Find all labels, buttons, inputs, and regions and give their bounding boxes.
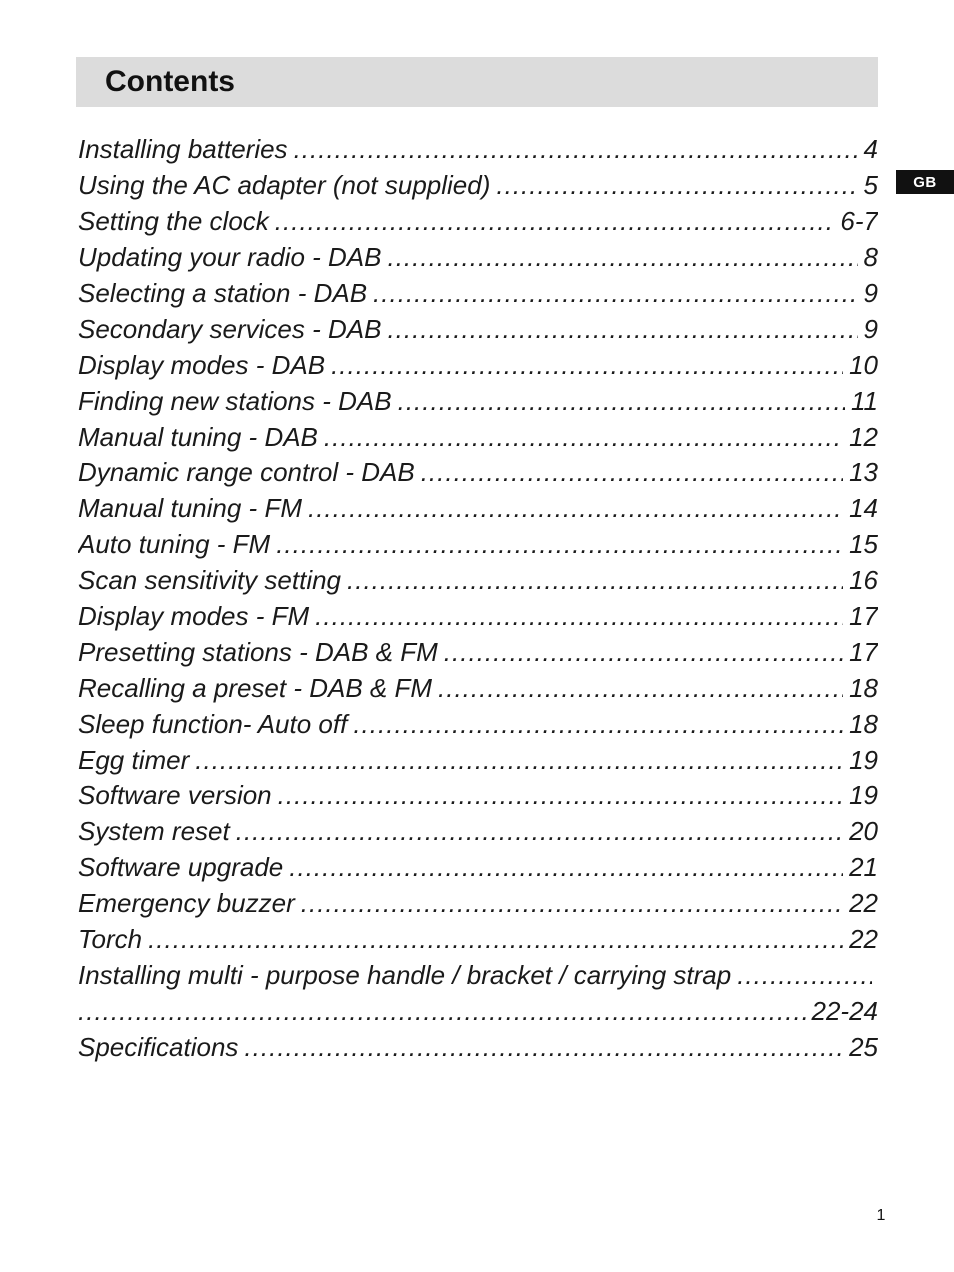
toc-entry[interactable] — [78, 742, 878, 778]
toc-entry[interactable] — [78, 563, 878, 599]
toc-entry-page: 10 — [849, 349, 878, 380]
toc-entry-continuation[interactable] — [78, 993, 878, 1029]
toc-entry-title: Egg timer — [78, 744, 190, 775]
toc-entry-page: 13 — [849, 457, 878, 488]
toc-entry-page: 18 — [849, 708, 878, 739]
toc-leader-dots — [278, 780, 843, 811]
toc-entry-page: 4 — [863, 134, 878, 165]
toc-entry[interactable] — [78, 383, 878, 419]
toc-entry[interactable] — [78, 670, 878, 706]
toc-entry[interactable] — [78, 276, 878, 312]
toc-entry-page: 12 — [849, 421, 878, 452]
toc-leader-dots — [289, 852, 843, 883]
toc-entry-title: Display modes - DAB — [78, 349, 326, 380]
toc-leader-dots — [78, 996, 806, 1027]
table-of-contents — [78, 132, 878, 1065]
toc-leader-dots — [148, 924, 843, 955]
toc-leader-dots — [244, 1032, 843, 1063]
toc-leader-dots — [387, 242, 857, 273]
toc-entry[interactable] — [78, 419, 878, 455]
toc-entry-page: 21 — [849, 852, 878, 883]
toc-entry-page: 20 — [849, 816, 878, 847]
toc-entry-title: Software upgrade — [78, 852, 284, 883]
toc-entry-title: Software version — [78, 780, 272, 811]
toc-entry[interactable] — [78, 957, 878, 993]
toc-entry-page: 22-24 — [811, 995, 878, 1026]
toc-entry-page: 5 — [863, 170, 878, 201]
toc-leader-dots — [444, 637, 843, 668]
toc-entry-page: 16 — [849, 565, 878, 596]
toc-leader-dots — [353, 709, 843, 740]
toc-entry[interactable] — [78, 814, 878, 850]
toc-entry-page: 14 — [849, 493, 878, 524]
contents-header-bar — [76, 57, 878, 107]
toc-leader-dots — [496, 170, 857, 201]
toc-entry[interactable] — [78, 491, 878, 527]
toc-leader-dots — [421, 457, 843, 488]
toc-entry-title: Installing batteries — [78, 134, 288, 165]
toc-entry-page: 9 — [863, 313, 878, 344]
toc-leader-dots — [308, 493, 843, 524]
toc-entry-title: Selecting a station - DAB — [78, 278, 368, 308]
toc-entry-title: Scan sensitivity setting — [78, 565, 342, 596]
toc-entry[interactable] — [78, 204, 878, 240]
toc-entry-title: Display modes - FM — [78, 601, 310, 632]
toc-entry-page: 8 — [863, 242, 878, 273]
toc-entry-title: Emergency buzzer — [78, 888, 295, 919]
toc-leader-dots — [331, 350, 843, 381]
page-number: 1 — [876, 1207, 886, 1224]
toc-leader-dots — [737, 960, 872, 991]
toc-entry-title: Manual tuning - FM — [78, 493, 302, 524]
toc-entry-title: Recalling a preset - DAB & FM — [78, 672, 433, 703]
toc-entry-title: System reset — [78, 816, 230, 847]
language-tab — [896, 170, 954, 194]
toc-entry-page: 6-7 — [840, 206, 878, 237]
toc-entry[interactable] — [78, 778, 878, 814]
toc-entry-title: Updating your radio - DAB — [78, 242, 382, 273]
toc-entry-page: 18 — [849, 672, 878, 703]
toc-leader-dots — [195, 745, 843, 776]
toc-entry-title: Torch — [78, 924, 143, 955]
toc-entry-page: 17 — [849, 601, 878, 632]
toc-entry[interactable] — [78, 599, 878, 635]
toc-leader-dots — [276, 529, 843, 560]
toc-entry-page: 22 — [849, 924, 878, 955]
toc-entry[interactable] — [78, 347, 878, 383]
toc-entry[interactable] — [78, 886, 878, 922]
toc-entry-page: 19 — [849, 744, 878, 775]
toc-entry-title: Using the AC adapter (not supplied) — [78, 170, 491, 201]
toc-leader-dots — [373, 278, 857, 309]
toc-entry[interactable] — [78, 706, 878, 742]
toc-entry-title: Presetting stations - DAB & FM — [78, 636, 438, 667]
toc-leader-dots — [236, 816, 843, 847]
toc-entry[interactable] — [78, 132, 878, 168]
toc-entry-page: 22 — [849, 888, 878, 919]
toc-leader-dots — [275, 206, 835, 237]
toc-entry[interactable] — [78, 168, 878, 204]
toc-entry-page: 11 — [851, 385, 878, 416]
toc-entry-title: Setting the clock — [78, 206, 269, 237]
toc-leader-dots — [301, 888, 843, 919]
toc-entry-title: Secondary services - DAB — [78, 313, 382, 344]
toc-entry[interactable] — [78, 850, 878, 886]
toc-entry-page: 19 — [849, 780, 878, 811]
language-tab-label: GB — [913, 173, 937, 191]
toc-entry-title: Sleep function- Auto off — [78, 708, 348, 739]
toc-leader-dots — [324, 422, 843, 453]
toc-entry-title: Manual tuning - DAB — [78, 421, 318, 452]
toc-leader-dots — [438, 673, 843, 704]
toc-entry-page: 15 — [849, 529, 878, 560]
toc-entry[interactable] — [78, 1029, 878, 1065]
toc-entry-title: Auto tuning - FM — [78, 529, 271, 560]
toc-entry-page: 9 — [863, 278, 878, 308]
toc-entry-page: 25 — [849, 1031, 878, 1062]
toc-entry-title: Installing multi - purpose handle / bracket / carrying strap — [78, 959, 732, 990]
toc-entry-page: 17 — [849, 636, 878, 667]
toc-entry-title: Specifications — [78, 1031, 239, 1062]
toc-entry-title: Finding new stations - DAB — [78, 385, 392, 416]
toc-entry[interactable] — [78, 240, 878, 276]
toc-leader-dots — [398, 386, 845, 417]
toc-leader-dots — [315, 601, 843, 632]
toc-leader-dots — [294, 134, 858, 165]
toc-entry[interactable] — [78, 634, 878, 670]
toc-entry[interactable] — [78, 527, 878, 563]
toc-entry[interactable] — [78, 311, 878, 347]
page-title: Contents — [105, 65, 235, 98]
toc-leader-dots — [387, 314, 857, 345]
toc-entry[interactable] — [78, 922, 878, 958]
toc-entry[interactable] — [78, 455, 878, 491]
toc-leader-dots — [347, 565, 843, 596]
toc-entry-title: Dynamic range control - DAB — [78, 457, 415, 488]
